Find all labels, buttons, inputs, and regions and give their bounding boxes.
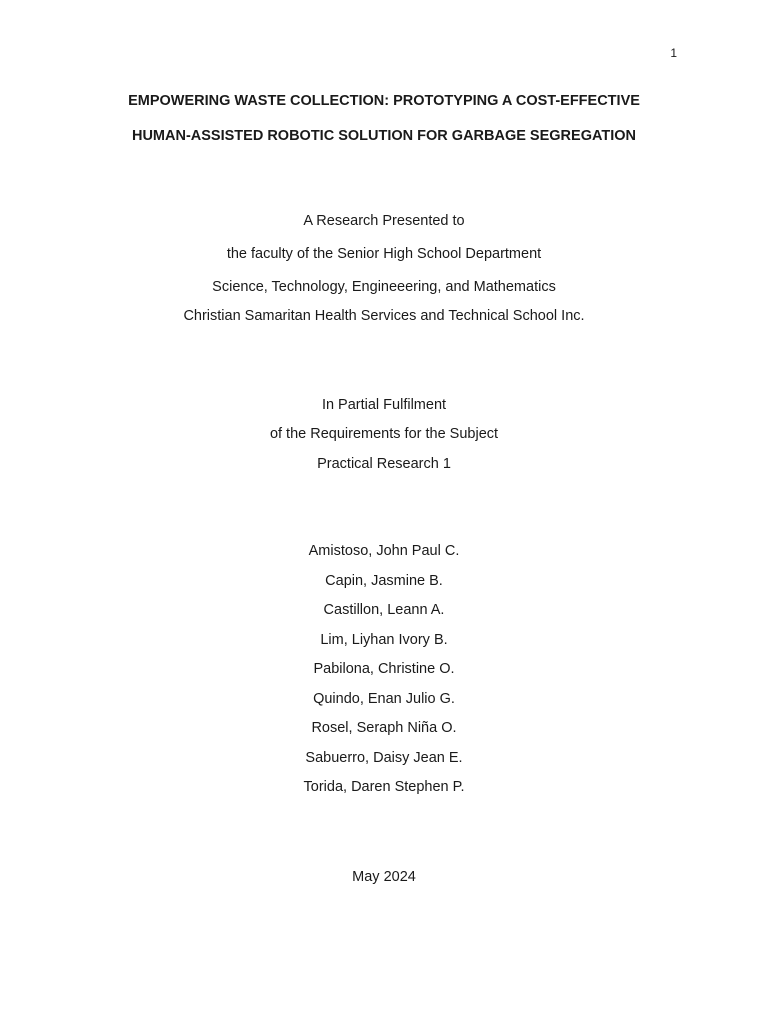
author-3: Castillon, Leann A. (323, 602, 445, 618)
date: May 2024 (352, 869, 416, 885)
fulfilment-line-3: Practical Research 1 (317, 456, 451, 472)
presentation-line-3: Science, Technology, Engineeering, and Mathematics (212, 279, 556, 295)
author-8: Sabuerro, Daisy Jean E. (305, 750, 463, 766)
author-7: Rosel, Seraph Niña O. (311, 720, 457, 736)
presentation-line-2: the faculty of the Senior High School Department (226, 246, 542, 262)
fulfilment-line-1: In Partial Fulfilment (321, 397, 447, 413)
author-4: Lim, Liyhan Ivory B. (320, 632, 448, 648)
author-2: Capin, Jasmine B. (325, 573, 443, 589)
author-6: Quindo, Enan Julio G. (313, 691, 455, 707)
presentation-line-1: A Research Presented to (303, 213, 465, 229)
author-1: Amistoso, John Paul C. (308, 543, 460, 559)
title-line-2: HUMAN-ASSISTED ROBOTIC SOLUTION FOR GARBAGE SEGREGATION (131, 128, 637, 144)
author-5: Pabilona, Christine O. (313, 661, 455, 677)
presentation-line-4: Christian Samaritan Health Services and Technical School Inc. (183, 308, 585, 324)
page-number: 1 (670, 46, 677, 60)
title-line-1: EMPOWERING WASTE COLLECTION: PROTOTYPING A COST-EFFECTIVE (128, 93, 640, 109)
fulfilment-line-2: of the Requirements for the Subject (269, 426, 499, 442)
author-9: Torida, Daren Stephen P. (303, 779, 465, 795)
